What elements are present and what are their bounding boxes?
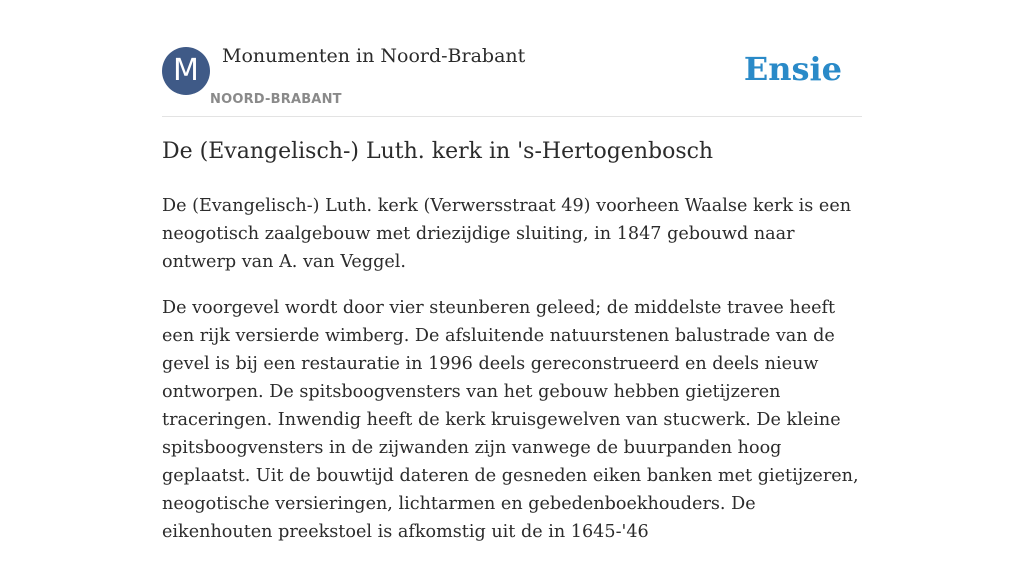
article-body <box>162 192 862 564</box>
source-name-link[interactable]: Monumenten in Noord-Brabant <box>222 45 526 67</box>
source-region-label: NOORD-BRABANT <box>210 92 342 107</box>
source-header <box>162 0 862 117</box>
article-paragraph: De (Evangelisch-) Luth. kerk (Verwersstraat 49) voorheen Waalse kerk is een neogotisch zaalgebouw met driezijdige sluiting, in 1847 gebouwd naar ontwerp van A. van Veggel. <box>162 196 852 272</box>
ensie-logo-link[interactable]: Ensie <box>743 50 842 88</box>
avatar[interactable]: M <box>162 47 210 95</box>
article-container <box>162 0 862 542</box>
article-title: De (Evangelisch-) Luth. kerk in 's-Hertogenbosch <box>162 139 714 164</box>
article-paragraph: De voorgevel wordt door vier steunberen geleed; de middelste travee heeft een rijk versierde wimberg. De afsluitende natuurstenen balustrade van de gevel is bij een restauratie in 1996 deels gereconstrueerd en deels nieuw ontworpen. De spitsboogvensters van het gebouw hebben gietijzeren traceringen. Inwendig heeft de kerk kruisgewelven van stucwerk. De kleine spitsboogvensters in de zijwanden zijn vanwege de buurpanden hoog geplaatst. Uit de bouwtijd dateren de gesneden eiken banken met gietijzeren, neogotische versieringen, lichtarmen en gebedenboekhouders. De eikenhouten preekstoel is afkomstig uit de in 1645-'46 <box>162 298 859 542</box>
